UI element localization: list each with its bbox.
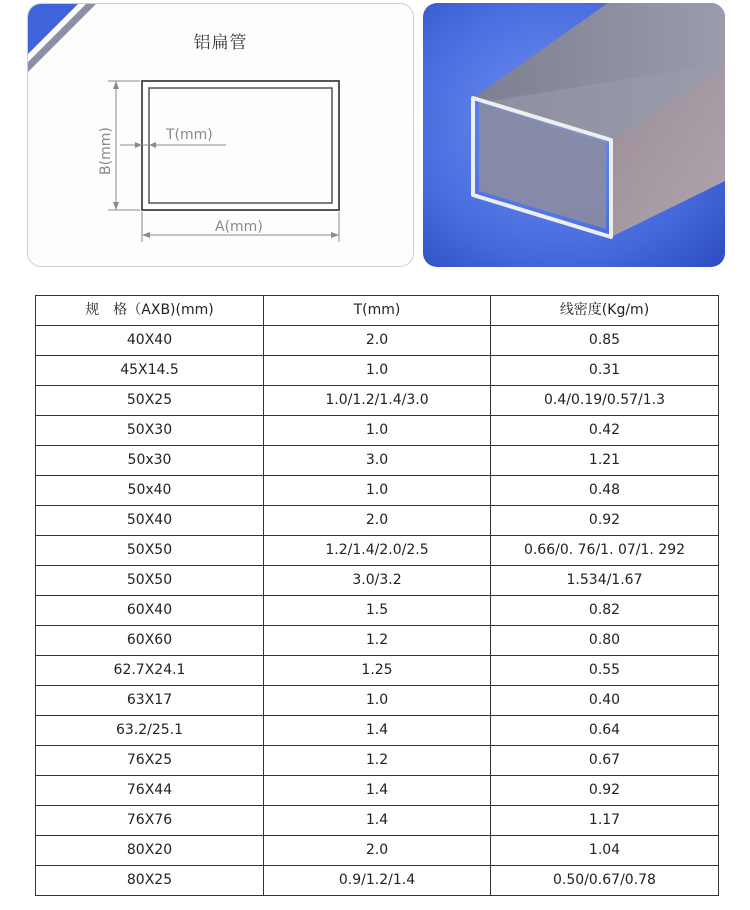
- table-row: [36, 326, 719, 356]
- cell-spec: 76X25: [36, 746, 264, 776]
- cell-density: 1.534/1.67: [491, 566, 719, 596]
- cell-thickness: 2.0: [264, 326, 491, 356]
- cell-spec: 50X40: [36, 506, 264, 536]
- cell-thickness: 1.0: [264, 356, 491, 386]
- cell-density: 0.48: [491, 476, 719, 506]
- a-dimension-label: A(mm): [215, 219, 263, 235]
- cell-density: 0.31: [491, 356, 719, 386]
- table-row: [36, 716, 719, 746]
- cell-spec: 63X17: [36, 686, 264, 716]
- cell-spec: 40X40: [36, 326, 264, 356]
- table-row: [36, 356, 719, 386]
- cell-thickness: 1.2: [264, 746, 491, 776]
- cell-density: 0.92: [491, 506, 719, 536]
- table-row: [36, 416, 719, 446]
- table-row: [36, 536, 719, 566]
- cross-section-diagram: [28, 4, 413, 266]
- cell-density: 0.55: [491, 656, 719, 686]
- table-row: [36, 836, 719, 866]
- spec-diagram-card: [27, 3, 414, 267]
- table-row: [36, 686, 719, 716]
- cell-spec: 50X30: [36, 416, 264, 446]
- table-row: [36, 776, 719, 806]
- cell-density: 0.67: [491, 746, 719, 776]
- tube-render-card: [423, 3, 725, 267]
- card-title: 铝扁管: [193, 33, 248, 53]
- cell-density: 0.64: [491, 716, 719, 746]
- cell-thickness: 1.2/1.4/2.0/2.5: [264, 536, 491, 566]
- cell-spec: 50X25: [36, 386, 264, 416]
- cell-density: 0.50/0.67/0.78: [491, 866, 719, 896]
- cell-density: 1.04: [491, 836, 719, 866]
- table-row: [36, 476, 719, 506]
- cell-spec: 63.2/25.1: [36, 716, 264, 746]
- table-row: [36, 866, 719, 896]
- cell-thickness: 3.0/3.2: [264, 566, 491, 596]
- table-row: [36, 506, 719, 536]
- cell-spec: 80X20: [36, 836, 264, 866]
- table-row: [36, 806, 719, 836]
- cell-spec: 62.7X24.1: [36, 656, 264, 686]
- b-dimension-label: B(mm): [98, 127, 114, 175]
- cell-spec: 76X76: [36, 806, 264, 836]
- cell-density: 1.17: [491, 806, 719, 836]
- table-row: [36, 386, 719, 416]
- cell-thickness: 2.0: [264, 836, 491, 866]
- header-linear-density: 线密度(Kg/m): [491, 296, 719, 326]
- cell-spec: 50X50: [36, 566, 264, 596]
- cell-spec: 60X60: [36, 626, 264, 656]
- cell-thickness: 1.0: [264, 416, 491, 446]
- cell-spec: 60X40: [36, 596, 264, 626]
- table-row: [36, 626, 719, 656]
- t-dimension-label: T(mm): [166, 127, 213, 143]
- cell-spec: 80X25: [36, 866, 264, 896]
- cell-spec: 76X44: [36, 776, 264, 806]
- table-row: [36, 656, 719, 686]
- cell-density: 1.21: [491, 446, 719, 476]
- cell-thickness: 1.4: [264, 776, 491, 806]
- table-row: [36, 566, 719, 596]
- cell-thickness: 2.0: [264, 506, 491, 536]
- cell-density: 0.92: [491, 776, 719, 806]
- cell-density: 0.82: [491, 596, 719, 626]
- cell-density: 0.85: [491, 326, 719, 356]
- table-header-row: [36, 296, 719, 326]
- spec-table: [35, 295, 719, 896]
- cell-thickness: 1.4: [264, 716, 491, 746]
- header-thickness: T(mm): [264, 296, 491, 326]
- cell-thickness: 0.9/1.2/1.4: [264, 866, 491, 896]
- cell-spec: 45X14.5: [36, 356, 264, 386]
- cell-density: 0.80: [491, 626, 719, 656]
- cell-density: 0.66/0. 76/1. 07/1. 292: [491, 536, 719, 566]
- cell-thickness: 1.5: [264, 596, 491, 626]
- cell-spec: 50X50: [36, 536, 264, 566]
- cell-density: 0.42: [491, 416, 719, 446]
- cell-thickness: 1.0/1.2/1.4/3.0: [264, 386, 491, 416]
- cell-thickness: 1.0: [264, 476, 491, 506]
- cell-spec: 50x40: [36, 476, 264, 506]
- table-row: [36, 446, 719, 476]
- header-spec: 规 格（AXB)(mm): [36, 296, 264, 326]
- cell-thickness: 1.0: [264, 686, 491, 716]
- table-row: [36, 746, 719, 776]
- tube-3d-illustration: [423, 3, 725, 267]
- table-row: [36, 596, 719, 626]
- cell-thickness: 1.25: [264, 656, 491, 686]
- cell-density: 0.40: [491, 686, 719, 716]
- cell-thickness: 3.0: [264, 446, 491, 476]
- cell-density: 0.4/0.19/0.57/1.3: [491, 386, 719, 416]
- cell-thickness: 1.4: [264, 806, 491, 836]
- cell-thickness: 1.2: [264, 626, 491, 656]
- cell-spec: 50x30: [36, 446, 264, 476]
